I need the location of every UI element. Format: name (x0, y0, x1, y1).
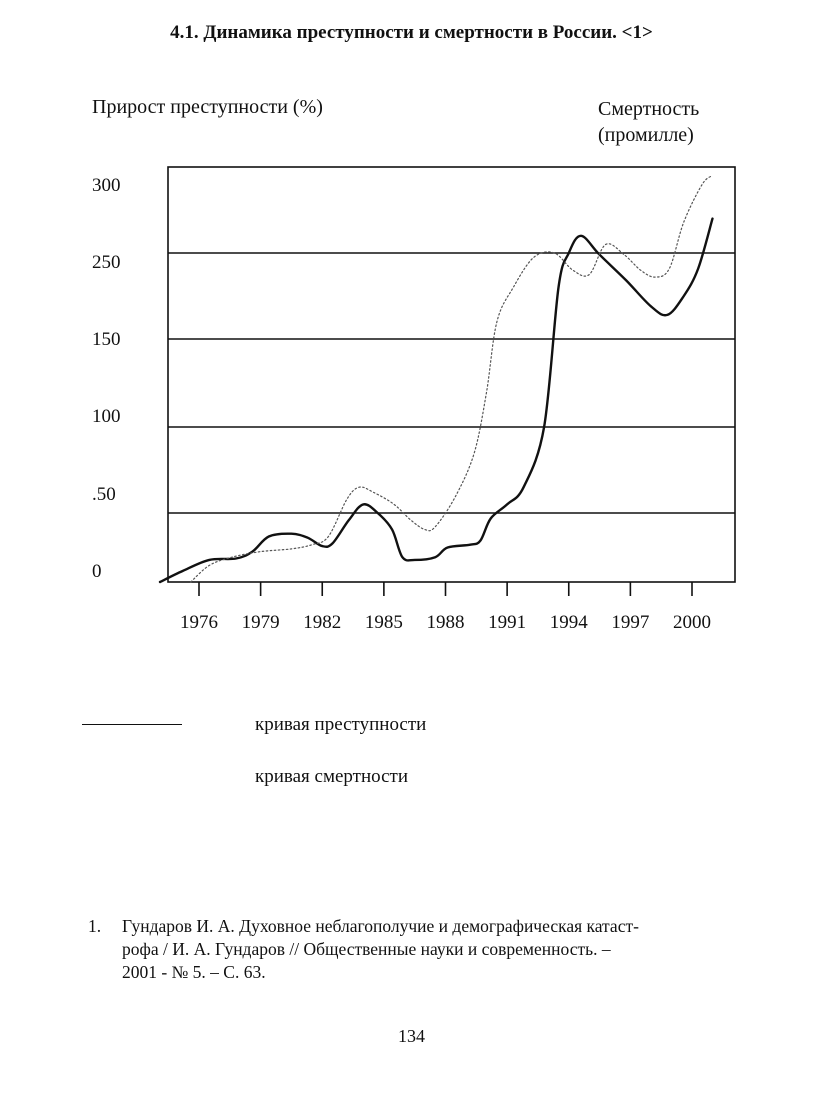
page-number: 134 (398, 1026, 425, 1046)
y-tick-label: 150 (92, 329, 121, 350)
x-tick-label: 1982 (303, 612, 342, 633)
x-tick-label: 2000 (673, 612, 711, 633)
footnote-number: 1. (88, 916, 102, 936)
footnote-text (122, 915, 752, 984)
plot-frame (168, 167, 735, 582)
y-tick-label: 0 (92, 561, 102, 582)
y-tick-label: 250 (92, 252, 121, 273)
x-tick-label: 1991 (488, 612, 527, 633)
footnote-line: 2001 - № 5. – С. 63. (122, 962, 266, 982)
crime-series-line (160, 219, 713, 582)
footnote-line: Гундаров И. А. Духовное неблагополучие и демографическая катаст- (122, 916, 639, 936)
y-tick-label: 100 (92, 406, 121, 427)
legend-crime-swatch (82, 724, 182, 725)
y-tick-label: .50 (92, 484, 116, 505)
y-tick-label: 300 (92, 175, 121, 196)
mortality-series-line (191, 176, 713, 582)
x-tick-label: 1988 (426, 612, 465, 633)
x-tick-label: 1976 (180, 612, 218, 633)
legend-crime-label: кривая преступности (255, 714, 427, 735)
y-axis-left-label: Прирост преступности (%) (92, 96, 323, 118)
legend-mortality-label: кривая смертности (255, 766, 409, 787)
y-axis-right-label-line2: (промилле) (598, 124, 694, 146)
page-title: 4.1. Динамика преступности и смертности в России. <1> (170, 22, 653, 43)
y-axis-right-label-line1: Смертность (598, 98, 700, 120)
footnote-line: рофа / И. А. Гундаров // Общественные науки и современность. – (122, 939, 611, 959)
x-tick-label: 1979 (241, 612, 280, 633)
x-tick-label: 1985 (364, 612, 403, 633)
x-tick-label: 1994 (549, 612, 588, 633)
x-tick-label: 1997 (611, 612, 650, 633)
